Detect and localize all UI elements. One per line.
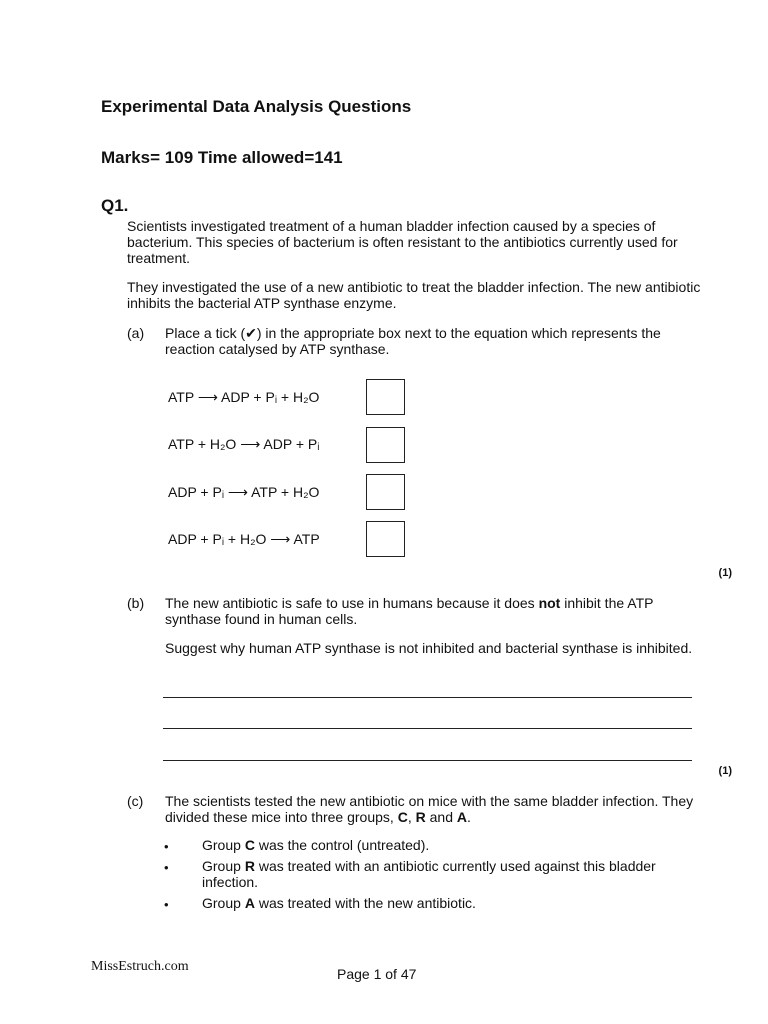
part-b-text-end: inhibit the ATP synthase found in human cells. [165,595,654,627]
part-c-text [165,793,705,825]
intro-paragraph-1: Scientists investigated treatment of a human bladder infection caused by a species of bacterium. This species of bacterium is often resistant to the antibiotics currently used for treatment. [127,218,678,266]
bullet-2-bold: R [244,858,255,874]
bullet-1-bold: C [244,837,255,853]
part-c-label: (c) [127,793,144,809]
part-c-text-main: The scientists tested the new antibiotic on mice with the same bladder infection. They divided these mice into three groups, [165,793,694,825]
bullet-icon: • [164,839,169,854]
intro-paragraph-2: They investigated the use of a new antibiotic to treat the bladder infection. The new antibiotic inhibits the bacterial ATP synthase enzyme. [127,279,701,311]
part-c-period: . [467,809,471,825]
marks-time-line: Marks= 109 Time allowed=141 [101,148,343,167]
document-title: Experimental Data Analysis Questions [101,97,412,116]
bullet-item-1 [202,837,702,853]
part-a-text-after: ) in the appropriate box next to the equation which represents the reaction catalysed by ATP synthase. [165,325,661,357]
equation-1: ATP ⟶ ADP + Pᵢ + H₂O [168,389,320,405]
answer-box-1[interactable] [366,379,405,415]
part-b-text [165,595,705,627]
bullet-1-pre: Group [202,837,245,853]
tick-icon: ✔ [245,325,257,341]
part-b-prompt: Suggest why human ATP synthase is not inhibited and bacterial synthase is inhibited. [165,640,693,656]
bullet-1-post: was the control (untreated). [254,837,430,853]
group-a-label: A [456,809,467,825]
bullet-2-post: was treated with an antibiotic currently used against this bladder infection. [202,858,656,890]
part-c-and: and [425,809,457,825]
answer-line-2[interactable] [163,728,692,729]
bullet-3-pre: Group [202,895,245,911]
equation-4: ADP + Pᵢ + H₂O ⟶ ATP [168,531,320,547]
part-b-text-start: The new antibiotic is safe to use in humans because it does [165,595,539,611]
bullet-icon: • [164,897,169,912]
bullet-3-post: was treated with the new antibiotic. [254,895,476,911]
part-a-text-before: Place a tick ( [165,325,246,341]
answer-line-1[interactable] [163,697,692,698]
part-b-marks: (1) [718,765,732,777]
bullet-item-2 [202,858,702,890]
group-c-label: C [397,809,408,825]
question-number: Q1. [101,196,129,215]
part-a-text [165,325,705,357]
footer-site: MissEstruch.com [91,959,189,974]
bullet-3-bold: A [244,895,255,911]
part-a-label: (a) [127,325,145,341]
equation-3: ADP + Pᵢ ⟶ ATP + H₂O [168,484,320,500]
answer-box-2[interactable] [366,427,405,463]
part-b-label: (b) [127,595,145,611]
answer-box-4[interactable] [366,521,405,557]
answer-line-3[interactable] [163,760,692,761]
equation-2: ATP + H₂O ⟶ ADP + Pᵢ [168,436,320,452]
group-r-label: R [415,809,426,825]
bullet-2-pre: Group [202,858,245,874]
bullet-icon: • [164,860,169,875]
page-number: Page 1 of 47 [337,966,417,982]
part-b-text-bold: not [538,595,561,611]
bullet-item-3 [202,895,702,911]
part-c-sep: , [407,809,416,825]
answer-box-3[interactable] [366,474,405,510]
part-a-marks: (1) [718,567,732,579]
